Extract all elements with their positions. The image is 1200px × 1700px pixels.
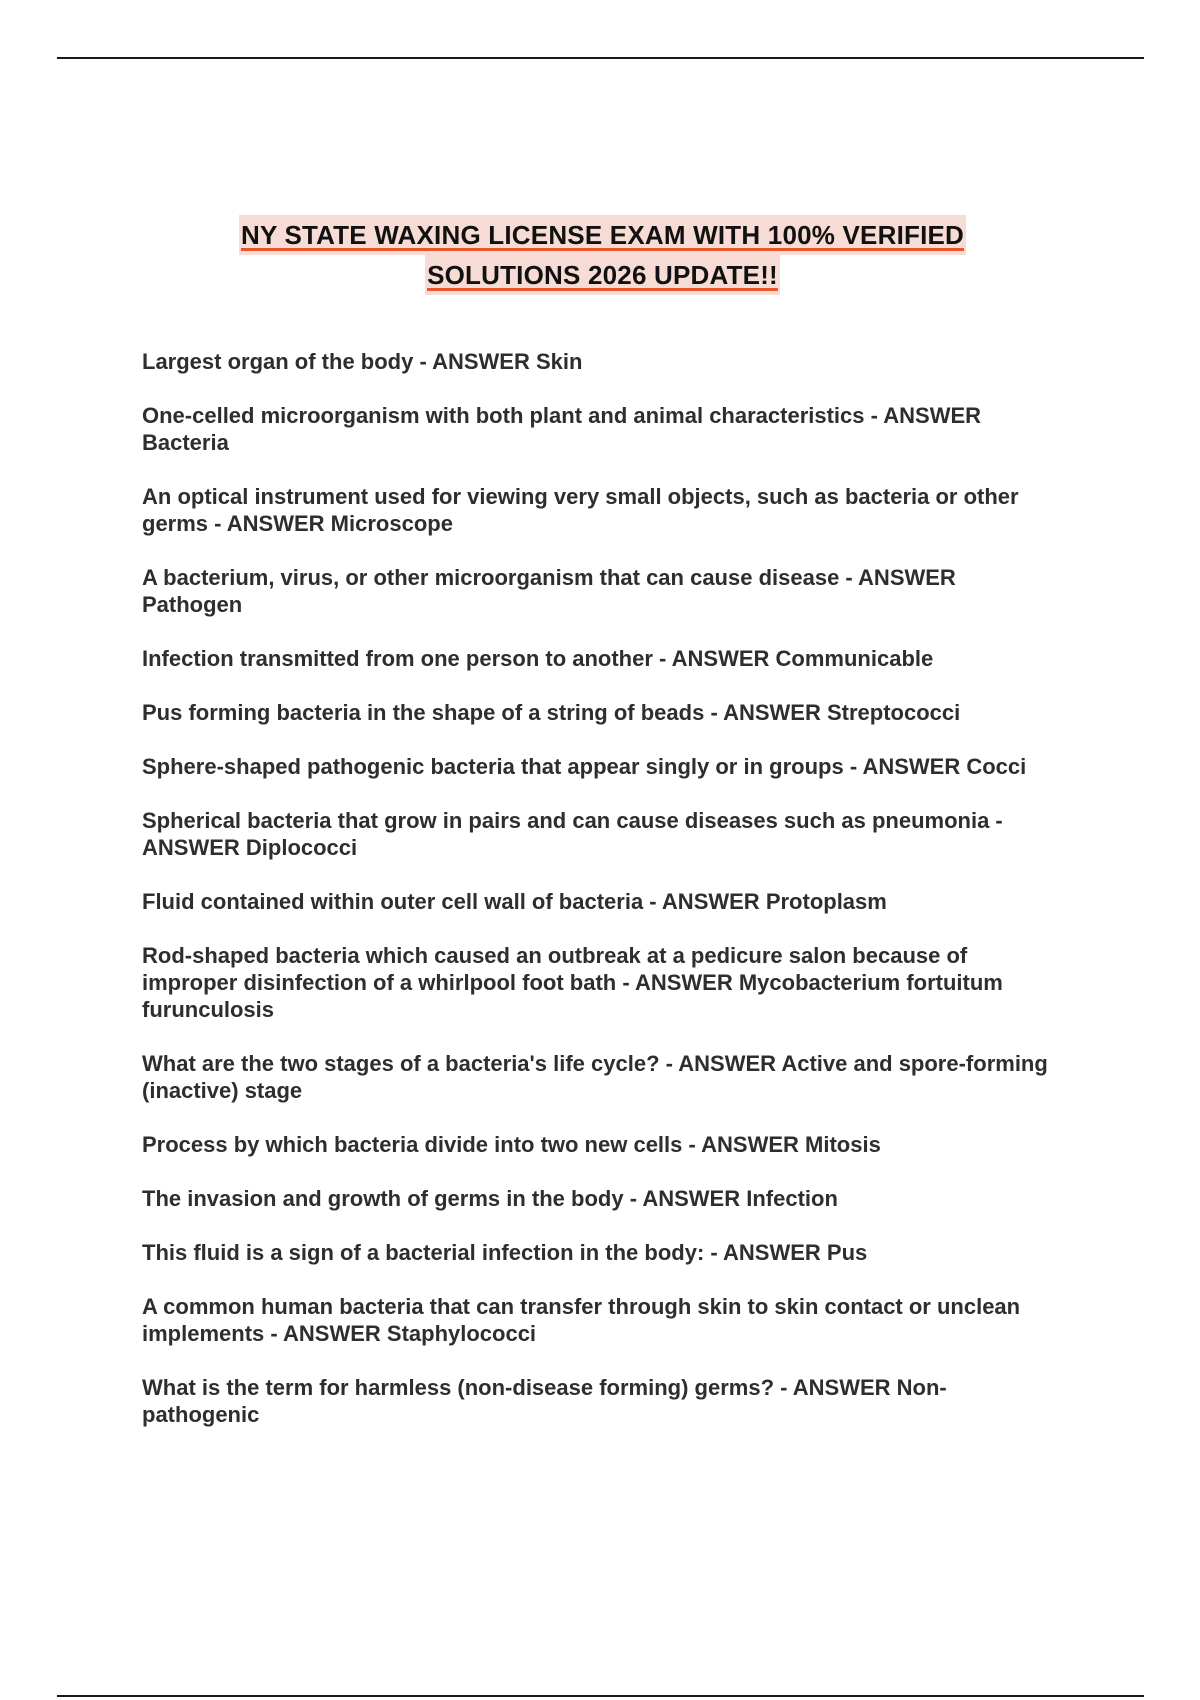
qa-item <box>142 1131 1062 1158</box>
qa-item <box>142 483 1062 537</box>
top-rule <box>57 57 1144 59</box>
question-text: Rod-shaped bacteria which caused an outbreak at a pedicure salon because of improper disinfection of a whirlpool foot bath <box>142 943 968 995</box>
question-text: Fluid contained within outer cell wall of bacteria <box>142 889 644 914</box>
answer-text: Non-pathogenic <box>142 1375 947 1427</box>
question-text: What are the two stages of a bacteria's life cycle? <box>142 1051 660 1076</box>
qa-item <box>142 807 1062 861</box>
question-text: A common human bacteria that can transfer through skin to skin contact or unclean implements <box>142 1294 1021 1346</box>
qa-item <box>142 402 1062 456</box>
qa-item <box>142 1185 1062 1212</box>
question-text: Largest organ of the body <box>142 349 414 374</box>
qa-list <box>142 348 1062 1455</box>
title-line-2: SOLUTIONS 2026 UPDATE!! <box>425 255 780 295</box>
answer-text: Skin <box>535 349 583 374</box>
answer-separator: - ANSWER <box>616 970 739 995</box>
answer-text: Mycobacterium fortuitum furunculosis <box>142 970 1003 1022</box>
answer-separator: - ANSWER <box>413 349 536 374</box>
answer-text: Communicable <box>775 646 934 671</box>
answer-text: Microscope <box>330 511 453 536</box>
answer-text: Mitosis <box>805 1132 881 1157</box>
question-text: The invasion and growth of germs in the body <box>142 1186 624 1211</box>
answer-text: Streptococci <box>826 700 961 725</box>
qa-item <box>142 753 1062 780</box>
answer-separator: - ANSWER <box>682 1132 806 1157</box>
qa-item <box>142 564 1062 618</box>
answer-separator: - ANSWER <box>704 700 827 725</box>
answer-separator: - ANSWER <box>623 1186 747 1211</box>
answer-text: Active and spore-forming (inactive) stage <box>142 1051 1048 1103</box>
answer-separator: - ANSWER <box>142 808 1003 860</box>
question-text: Spherical bacteria that grow in pairs and can cause diseases such as pneumonia <box>142 808 990 833</box>
title-line-1: NY STATE WAXING LICENSE EXAM WITH 100% VERIFIED <box>239 215 966 255</box>
answer-separator: - ANSWER <box>839 565 956 590</box>
qa-item <box>142 699 1062 726</box>
answer-text: Pus <box>826 1240 868 1265</box>
qa-item <box>142 1050 1062 1104</box>
question-text: Process by which bacteria divide into two new cells <box>142 1132 683 1157</box>
qa-item <box>142 645 1062 672</box>
question-text: Infection transmitted from one person to another <box>142 646 653 671</box>
qa-item <box>142 348 1062 375</box>
question-text: What is the term for harmless (non-disease forming) germs? <box>142 1375 775 1400</box>
answer-text: Bacteria <box>142 430 229 455</box>
answer-text: Staphylococci <box>386 1321 537 1346</box>
question-text: Pus forming bacteria in the shape of a string of beads <box>142 700 705 725</box>
qa-item <box>142 1239 1062 1266</box>
qa-item <box>142 1374 1062 1428</box>
answer-separator: - ANSWER <box>843 754 967 779</box>
answer-text: Diplococci <box>245 835 358 860</box>
answer-separator: - ANSWER <box>208 511 331 536</box>
answer-text: Infection <box>746 1186 838 1211</box>
answer-separator: - ANSWER <box>264 1321 387 1346</box>
question-text: A bacterium, virus, or other microorganism that can cause disease <box>142 565 840 590</box>
answer-separator: - ANSWER <box>643 889 766 914</box>
answer-text: Cocci <box>966 754 1027 779</box>
qa-item <box>142 888 1062 915</box>
answer-separator: - ANSWER <box>864 403 982 428</box>
answer-separator: - ANSWER <box>659 1051 782 1076</box>
answer-separator: - ANSWER <box>652 646 776 671</box>
question-text: One-celled microorganism with both plant and animal characteristics <box>142 403 865 428</box>
qa-item <box>142 1293 1062 1347</box>
answer-text: Protoplasm <box>765 889 887 914</box>
document-title <box>100 215 1105 295</box>
bottom-rule <box>57 1695 1144 1697</box>
question-text: Sphere-shaped pathogenic bacteria that appear singly or in groups <box>142 754 844 779</box>
answer-separator: - ANSWER <box>774 1375 897 1400</box>
question-text: This fluid is a sign of a bacterial infection in the body: <box>142 1240 705 1265</box>
answer-separator: - ANSWER <box>704 1240 827 1265</box>
qa-item <box>142 942 1062 1023</box>
question-text: An optical instrument used for viewing very small objects, such as bacteria or other germs <box>142 484 1019 536</box>
answer-text: Pathogen <box>142 592 243 617</box>
